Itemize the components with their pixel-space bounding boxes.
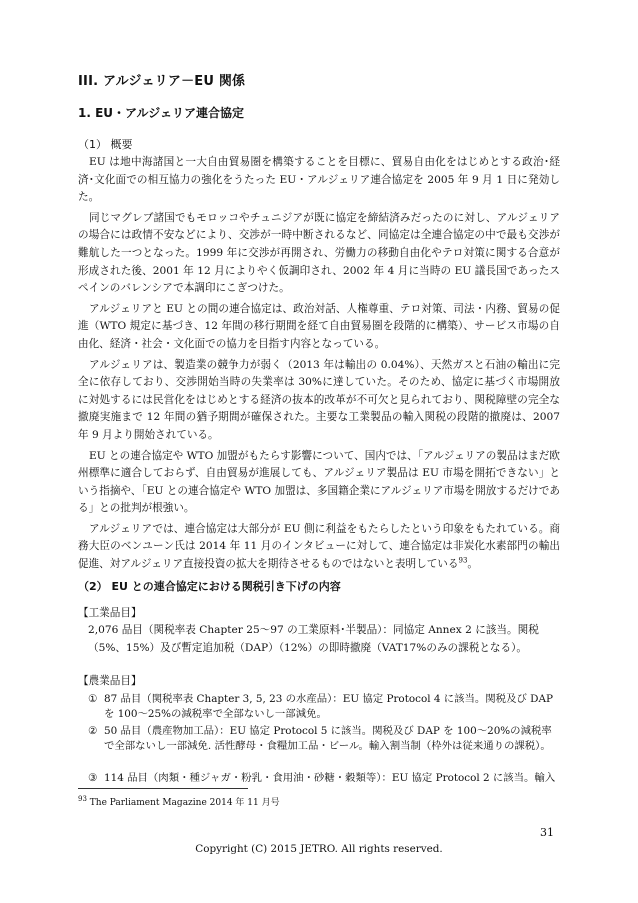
footnote bbox=[78, 795, 280, 808]
agri-item-number: ③ bbox=[88, 772, 98, 784]
paragraph: EU との連合協定や WTO 加盟がもたらす影響について、国内では、「アルジェリアの製品はまだ欧州標準に適合しておらず、自由貿易が進展しても、アルジェリア製品は EU 市場を開拓できない」という指摘や、「EU との連合協定や WTO 加盟は、多国籍企業にアルジェリア市場を開放するだけである」との批判が根強い。 bbox=[78, 449, 560, 515]
agri-item-number: ② bbox=[88, 725, 98, 737]
agri-item-text: 87 品目（関税率表 Chapter 3, 5, 23 の水産品）：EU 協定 Protocol 4 に該当。関税及び DAP を 100～25%の減税率で全部ないし一部減免。 bbox=[104, 693, 553, 720]
page-number: 31 bbox=[540, 826, 554, 839]
paragraph-text: アルジェリアでは、連合協定は大部分が EU 側に利益をもたらしたという印象をもたれている。商務大臣のベンユーン氏は 2014 年 11 月のインタビューに対して、連合協定は非炭化水素部門の輸出促進、対アルジェリア直接投資の拡大を期待させるものではないと表明している bbox=[78, 522, 560, 571]
paragraph bbox=[78, 521, 560, 574]
agri-item-text: 114 品目（肉類・種ジャガ・粉乳・食用油・砂糖・穀類等）：EU 協定 Protocol 2 に該当。輸入 bbox=[104, 772, 556, 784]
paragraph: アルジェリアと EU との間の連合協定は、政治対話、人権尊重、テロ対策、司法・内務、貿易の促進（WTO 規定に基づき、12 年間の移行期間を経て自由貿易圏を段階的に構築）、サービス市場の自由化、経済・社会・文化面での協力を目指す内容となっている。 bbox=[78, 302, 560, 350]
section-title: III. アルジェリア－EU 関係 bbox=[78, 74, 246, 89]
copyright-notice: Copyright (C) 2015 JETRO. All rights reserved. bbox=[195, 843, 443, 855]
tariff-heading: （2） EU との連合協定における関税引き下げの内容 bbox=[78, 580, 341, 593]
industrial-label: 【工業品目】 bbox=[78, 607, 142, 619]
agri-label: 【農業品目】 bbox=[78, 675, 142, 687]
paragraph-tail: 。 bbox=[467, 558, 478, 571]
subsection-title: 1. EU・アルジェリア連合協定 bbox=[78, 106, 245, 120]
paragraph: 同じマグレブ諸国でもモロッコやチュニジアが既に協定を締結済みだったのに対し、アルジェリアの場合には政情不安などにより、交渉が一時中断されるなど、同協定は全連合協定の中で最も交渉が難航した一つとなった。1999 年に交渉が再開され、労働力の移動自由化やテロ対策に関する合意が形成された後、2001 年 12 月によりやく仮調印され、2002 年 4 月に当時の EU 議長国であったスペインのバレンシアで本調印にこぎつけた。 bbox=[78, 211, 560, 295]
footnote-divider bbox=[78, 788, 248, 789]
agri-item-text: 50 品目（農産物加工品）：EU 協定 Protocol 5 に該当。関税及び DAP を 100～20%の減税率で全部ないし一部減免. 活性酵母・食糧加工品・ビール。輸入割当制（枠外は従来通りの課税）。 bbox=[104, 725, 552, 752]
agri-item-number: ① bbox=[88, 693, 98, 705]
overview-body bbox=[78, 154, 560, 577]
footnote-reference[interactable]: 93 bbox=[458, 556, 468, 565]
paragraph: EU は地中海諸国と一大自由貿易圏を構築することを目標に、貿易自由化をはじめとする政治･経済･文化面での相互協力の強化をうたった EU・アルジェリア連合協定を 2005 年 9 月 1 日に発効した。 bbox=[78, 156, 560, 204]
footnote-text: The Parliament Magazine 2014 年 11 月号 bbox=[86, 798, 280, 808]
paragraph: アルジェリアは、製造業の競争力が弱く（2013 年は輸出の 0.04%）、天然ガスと石油の輸出に完全に依存しており、交渉開始当時の失業率は 30%に達していた。そのため、協定に基づく市場開放に対処するには民営化をはじめとする経済の抜本的改革が不可欠と見られており、関税障壁の完全な撤廃実施まで 12 年間の猶予期間が確保された。主要な工業製品の輸入関税の段階的撤廃は、2007 年 9 月より開始されている。 bbox=[78, 358, 560, 441]
industrial-text: 2,076 品目（関税率表 Chapter 25～97 の工業原料･半製品）：同協定 Annex 2 に該当。関税（5%、15%）及び暫定追加税（DAP）（12%）の即時撤廃（VAT17%のみの課税となる）。 bbox=[88, 624, 539, 654]
footnote-number: 93 bbox=[78, 795, 87, 803]
overview-heading: （1） 概要 bbox=[78, 138, 133, 151]
